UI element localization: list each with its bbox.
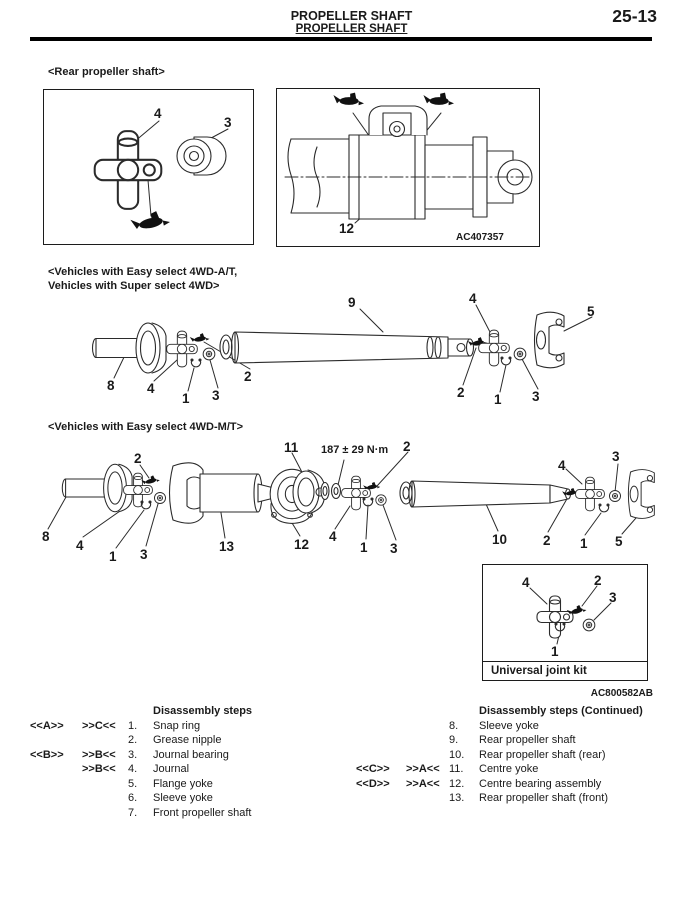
step-marker: >>A<< [406, 777, 440, 790]
callout-4: 4 [558, 458, 566, 473]
callout-3: 3 [532, 389, 540, 404]
grease-nipple-icon [141, 474, 160, 486]
grease-nipple-icon [423, 93, 454, 106]
diagram-4wd-at [30, 292, 660, 414]
step-marker [406, 733, 449, 748]
step-label: Centre yoke [479, 763, 539, 775]
step-marker [30, 733, 82, 748]
step-number: 1. [128, 719, 138, 732]
callout-4: 4 [76, 538, 84, 553]
callout-4: 4 [147, 381, 155, 396]
step-number: 12. [449, 777, 465, 790]
step-label: Flange yoke [153, 777, 213, 790]
figure-code: AC407357 [456, 232, 504, 243]
step-label: Centre bearing assembly [479, 777, 602, 790]
disassembly-lists [30, 704, 675, 829]
header-rule [30, 37, 652, 41]
step-row [356, 777, 674, 792]
step-row [30, 777, 340, 792]
journal-icon [95, 131, 162, 209]
step-marker [82, 777, 128, 792]
journal-bearing-drawing [44, 90, 252, 243]
disassembly-steps-continued-list [356, 704, 674, 806]
kit-caption: Universal joint kit [483, 661, 647, 680]
step-number: 2. [128, 734, 138, 746]
callout-2: 2 [594, 573, 602, 588]
callout-4: 4 [469, 291, 477, 306]
figure-centre-bearing-section [276, 88, 540, 247]
bearing-cup-icon [203, 348, 215, 360]
step-marker [82, 733, 128, 748]
disassembly-steps-list [30, 704, 340, 820]
step-marker: >>A<< [406, 763, 440, 775]
callout-12: 12 [294, 537, 310, 552]
journal-icon [167, 331, 198, 367]
section-title: PROPELLER SHAFT [295, 23, 408, 35]
step-marker [30, 806, 82, 821]
callout-3: 3 [609, 590, 617, 605]
callout-4: 4 [329, 529, 337, 544]
propeller-shaft-icon [220, 332, 474, 363]
step-label: Snap ring [153, 719, 201, 732]
callout-13: 13 [219, 539, 235, 554]
step-row [30, 748, 340, 763]
callout-5: 5 [615, 534, 623, 549]
callout-3: 3 [212, 388, 220, 403]
callout-2: 2 [403, 439, 411, 454]
chapter-title: PROPELLER SHAFT [290, 9, 413, 23]
step-number: 9. [449, 734, 459, 746]
step-number: 4. [128, 763, 138, 775]
step-number: 5. [128, 777, 138, 790]
step-marker: >>B<< [82, 748, 116, 761]
figure-code: AC800582AB [590, 688, 653, 699]
callout-1: 1 [580, 536, 588, 551]
bearing-cup-icon [514, 348, 526, 360]
callout-1: 1 [360, 540, 368, 555]
callout-4: 4 [154, 106, 162, 121]
callout-3: 3 [140, 547, 148, 562]
step-marker [82, 806, 128, 821]
step-number: 13. [449, 792, 465, 804]
callout-1: 1 [494, 392, 502, 407]
step-marker: <<B>> [30, 748, 64, 761]
grease-nipple-icon [189, 332, 209, 343]
step-marker [406, 791, 449, 806]
torque-spec: 187 ± 29 N·m [321, 444, 389, 456]
callout-10: 10 [492, 532, 508, 547]
step-marker [356, 719, 406, 734]
list-rows [356, 719, 674, 806]
journal-icon [479, 330, 510, 366]
figure-journal-and-bearing [43, 89, 254, 245]
journal-icon [537, 596, 573, 638]
callout-2: 2 [244, 369, 252, 384]
label-4wd-at-line1: <Vehicles with Easy select 4WD-A/T, [48, 266, 238, 278]
callout-1: 1 [182, 391, 190, 406]
step-number: 10. [449, 748, 465, 761]
step-label: Journal [153, 763, 190, 775]
callout-2: 2 [134, 451, 142, 466]
bearing-cup-icon [177, 137, 226, 175]
exploded-view-at-drawing [30, 292, 660, 414]
callout-11: 11 [284, 440, 299, 455]
bearing-cup-icon [154, 492, 165, 503]
sleeve-yoke-icon [62, 464, 132, 512]
step-marker: <<D>> [356, 777, 390, 790]
callout-1: 1 [551, 644, 559, 659]
step-number: 11. [449, 763, 464, 775]
centre-yoke-icon [293, 470, 324, 514]
callout-12: 12 [339, 221, 355, 236]
callout-4: 4 [522, 575, 530, 590]
figure-universal-joint-kit [482, 564, 648, 681]
step-marker [406, 748, 449, 763]
callout-5: 5 [587, 304, 595, 319]
callout-1: 1 [109, 549, 117, 564]
diagram-4wd-mt [30, 436, 670, 566]
bearing-cup-icon [376, 495, 386, 505]
step-row [356, 791, 674, 806]
step-marker: >>B<< [82, 763, 116, 775]
label-4wd-at-line2: Vehicles with Super select 4WD> [48, 280, 220, 292]
step-marker [406, 719, 449, 734]
step-marker [82, 791, 128, 806]
step-marker [356, 791, 406, 806]
callout-8: 8 [42, 529, 50, 544]
snap-ring-icon [501, 357, 511, 365]
grease-nipple-icon [130, 209, 171, 232]
step-row [30, 733, 340, 748]
step-label: Rear propeller shaft (rear) [479, 748, 606, 761]
step-marker [30, 791, 82, 806]
step-row [30, 806, 340, 821]
snap-ring-icon [599, 504, 609, 512]
centre-bearing-drawing [277, 89, 538, 245]
grease-nipple-icon [333, 93, 364, 106]
list-title: Disassembly steps (Continued) [479, 705, 643, 717]
step-row [356, 733, 674, 748]
step-number: 3. [128, 748, 138, 761]
callout-3: 3 [390, 541, 398, 556]
sleeve-yoke-icon [93, 323, 167, 373]
callout-9: 9 [348, 295, 356, 310]
step-marker [30, 777, 82, 792]
universal-joint-kit-drawing [483, 565, 646, 660]
bearing-cup-icon [583, 619, 595, 631]
page-number: 25-13 [612, 6, 657, 26]
label-4wd-mt: <Vehicles with Easy select 4WD-M/T> [48, 421, 244, 433]
bearing-cup-icon [609, 490, 620, 501]
snap-ring-icon [191, 359, 201, 367]
step-row [30, 719, 340, 734]
step-row [30, 791, 340, 806]
step-label: Front propeller shaft [153, 806, 252, 819]
washers-and-nut-icon [321, 483, 341, 500]
step-row [356, 762, 674, 777]
step-row [30, 762, 340, 777]
step-marker: <<A>> [30, 719, 64, 732]
flange-yoke-icon [628, 470, 654, 519]
step-label: Grease nipple [153, 734, 222, 746]
step-number: 8. [449, 719, 459, 732]
step-row [356, 719, 674, 734]
step-number: 7. [128, 806, 138, 819]
callout-8: 8 [107, 378, 115, 393]
step-marker: <<C>> [356, 763, 390, 775]
step-marker [30, 762, 82, 777]
callout-3: 3 [612, 449, 620, 464]
step-label: Sleeve yoke [153, 792, 213, 804]
list-title: Disassembly steps [153, 705, 253, 717]
callout-2: 2 [543, 533, 551, 548]
step-label: Journal bearing [153, 748, 229, 761]
step-label: Rear propeller shaft (front) [479, 792, 608, 804]
flange-yoke-icon [535, 312, 565, 368]
journal-icon [342, 476, 371, 510]
step-row [356, 748, 674, 763]
step-label: Rear propeller shaft [479, 734, 576, 746]
step-marker [356, 733, 406, 748]
step-number: 6. [128, 792, 138, 804]
step-marker: >>C<< [82, 719, 116, 732]
label-rear-propeller-shaft: <Rear propeller shaft> [48, 66, 165, 78]
callout-2: 2 [457, 385, 465, 400]
list-rows [30, 719, 340, 821]
step-label: Sleeve yoke [479, 719, 539, 732]
step-marker [356, 748, 406, 763]
callout-3: 3 [224, 115, 232, 130]
rear-propeller-shaft-icon [400, 481, 571, 507]
